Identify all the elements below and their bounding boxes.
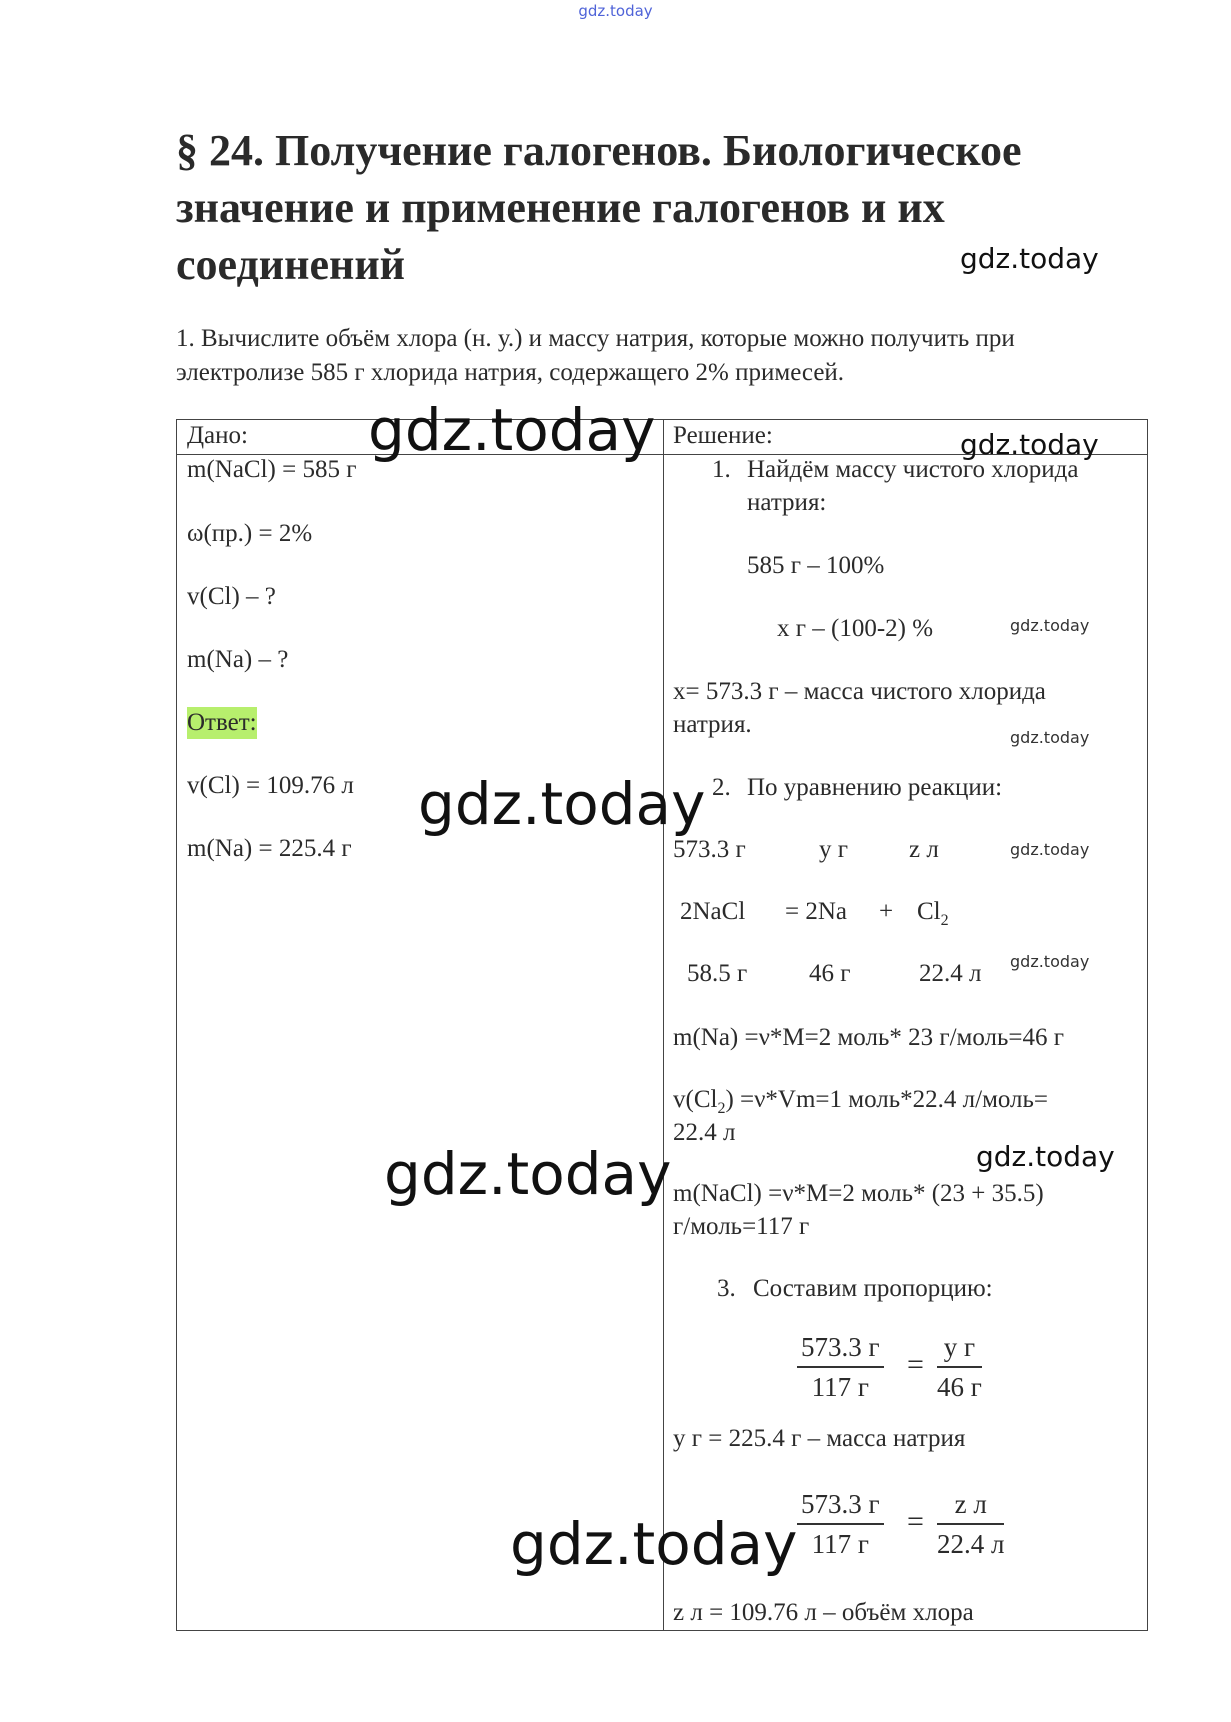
step-text: натрия: bbox=[747, 489, 827, 516]
step-number: 2. bbox=[712, 774, 731, 801]
fraction-numerator: 573.3 г bbox=[797, 1328, 884, 1368]
watermark-text: gdz.today bbox=[384, 1140, 672, 1208]
result-line: z л = 109.76 л – объём хлора bbox=[673, 1599, 974, 1626]
equation-bottom: 46 г bbox=[809, 960, 851, 987]
result-line: х= 573.3 г – масса чистого хлорида bbox=[673, 678, 1046, 705]
fraction-equals: = bbox=[907, 1505, 924, 1538]
proportion-line: 585 г – 100% bbox=[747, 552, 885, 579]
given-header: Дано: bbox=[187, 422, 248, 449]
watermark-text: gdz.today bbox=[976, 1140, 1115, 1173]
watermark-text: gdz.today bbox=[368, 396, 656, 464]
calc-line: г/моль=117 г bbox=[673, 1213, 810, 1240]
fraction-denominator: 22.4 л bbox=[937, 1529, 1005, 1559]
equation-plus: + bbox=[879, 898, 894, 925]
step-number: 1. bbox=[712, 456, 731, 483]
fraction-denominator: 117 г bbox=[811, 1529, 869, 1559]
step-text: Найдём массу чистого хлорида bbox=[747, 456, 1079, 483]
step-number: 3. bbox=[717, 1275, 736, 1302]
fraction-numerator: у г bbox=[937, 1328, 982, 1368]
fraction-numerator: z л bbox=[937, 1485, 1004, 1525]
given-line: m(Na) – ? bbox=[187, 646, 289, 673]
watermark-text: gdz.today bbox=[1010, 616, 1090, 635]
step-text: По уравнению реакции: bbox=[747, 774, 1003, 801]
watermark-text: gdz.today bbox=[1010, 728, 1090, 747]
solution-table bbox=[176, 419, 1148, 1631]
header-watermark: gdz.today bbox=[578, 2, 653, 20]
fraction-equals: = bbox=[907, 1348, 924, 1381]
calc-line: m(Na) =ν*M=2 моль* 23 г/моль=46 г bbox=[673, 1024, 1065, 1051]
fraction-numerator: 573.3 г bbox=[797, 1485, 884, 1525]
given-line: v(Cl) – ? bbox=[187, 583, 276, 610]
result-line: натрия. bbox=[673, 711, 752, 738]
watermark-text: gdz.today bbox=[960, 428, 1099, 461]
answer-line: m(Na) = 225.4 г bbox=[187, 835, 352, 862]
watermark-text: gdz.today bbox=[418, 770, 706, 838]
fraction-left bbox=[797, 1328, 884, 1406]
calc-line: m(NaCl) =ν*M=2 моль* (23 + 35.5) bbox=[673, 1180, 1044, 1207]
watermark-text: gdz.today bbox=[1010, 840, 1090, 859]
fraction-right bbox=[937, 1328, 982, 1406]
solution-header: Решение: bbox=[673, 422, 773, 449]
proportion-line: х г – (100-2) % bbox=[777, 615, 934, 642]
calc-line: $v(Cl_2) =\nu*Vm=1$ моль*22.4 л/моль= bbox=[673, 1086, 1049, 1117]
answer-label: Ответ: bbox=[187, 707, 257, 739]
watermark-text: gdz.today bbox=[960, 242, 1099, 275]
fraction-left bbox=[797, 1485, 884, 1563]
equation-bottom: 58.5 г bbox=[687, 960, 748, 987]
equation-top: у г bbox=[819, 836, 849, 863]
equation-product: = 2Na bbox=[785, 898, 847, 925]
fraction-right bbox=[937, 1485, 1004, 1563]
watermark-text: gdz.today bbox=[1010, 952, 1090, 971]
equation-top: 573.3 г bbox=[673, 836, 746, 863]
equation-chlorine: $Cl_2$ bbox=[917, 898, 949, 929]
equation-top: z л bbox=[909, 836, 939, 863]
column-divider bbox=[663, 420, 664, 1630]
given-line: m(NaCl) = 585 г bbox=[187, 456, 357, 483]
step-text: Составим пропорцию: bbox=[753, 1275, 993, 1302]
calc-line: 22.4 л bbox=[673, 1119, 736, 1146]
result-line: у г = 225.4 г – масса натрия bbox=[673, 1425, 966, 1452]
equation-bottom: 22.4 л bbox=[919, 960, 982, 987]
task-text: 1. Вычислите объём хлора (н. у.) и массу натрия, которые можно получить при электролизе 585 г хлорида натрия, содержащего 2% примесей. bbox=[176, 325, 1015, 386]
fraction-denominator: 117 г bbox=[811, 1372, 869, 1402]
answer-line: v(Cl) = 109.76 л bbox=[187, 772, 354, 799]
page-title: § 24. Получение галогенов. Биологическое значение и применение галогенов и их соединений bbox=[176, 126, 1022, 289]
given-line: ω(пр.) = 2% bbox=[187, 520, 313, 547]
watermark-text: gdz.today bbox=[510, 1510, 798, 1578]
fraction-denominator: 46 г bbox=[937, 1372, 982, 1402]
equation-reactant: 2NaCl bbox=[680, 898, 746, 925]
